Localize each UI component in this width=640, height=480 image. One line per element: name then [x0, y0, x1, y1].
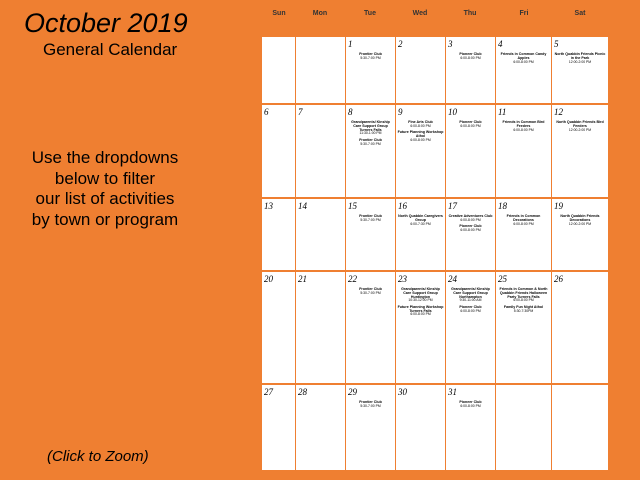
day-cell[interactable] — [396, 199, 445, 270]
event-name: North Quabbin Friends Decorations — [560, 214, 600, 222]
day-events — [347, 288, 394, 298]
day-number: 7 — [298, 107, 303, 117]
day-number: 4 — [498, 39, 503, 49]
click-to-zoom-link[interactable]: (Click to Zoom) — [47, 448, 149, 465]
event-time: 6:00-8:00 PM — [410, 137, 431, 142]
calendar-event[interactable] — [347, 215, 394, 222]
day-cell[interactable] — [262, 385, 295, 470]
instruction-line: Use the dropdowns — [31, 148, 179, 167]
event-name: Frontier Club — [359, 52, 382, 56]
day-cell[interactable] — [446, 272, 495, 383]
event-time: 6:00-8:00 PM — [460, 217, 481, 222]
day-events — [497, 121, 550, 135]
left-panel — [0, 0, 262, 480]
event-time: 5:30-7:00 PM — [360, 290, 381, 295]
day-number: 22 — [348, 274, 357, 284]
day-cell[interactable] — [446, 385, 495, 470]
day-number: 10 — [448, 107, 457, 117]
event-time: 6:00-8:00 PM — [460, 308, 481, 313]
day-cell[interactable] — [446, 105, 495, 197]
day-number: 20 — [264, 274, 273, 284]
calendar-event[interactable] — [347, 139, 394, 146]
day-events — [553, 215, 607, 229]
event-name: Pioneer Club — [459, 52, 482, 56]
day-cell[interactable] — [396, 105, 445, 197]
instruction-line: below to filter — [54, 168, 156, 188]
day-cell[interactable] — [262, 105, 295, 197]
calendar-event[interactable] — [447, 225, 494, 232]
day-events — [447, 288, 494, 316]
day-number: 15 — [348, 201, 357, 211]
day-number: 27 — [264, 387, 273, 397]
event-name: Pioneer Club — [459, 400, 482, 404]
day-cell[interactable] — [346, 105, 395, 197]
event-name: Frontier Club — [359, 400, 382, 404]
calendar-event[interactable] — [347, 288, 394, 295]
day-cell[interactable] — [396, 37, 445, 103]
calendar-event[interactable] — [447, 215, 494, 222]
day-number: 30 — [398, 387, 407, 397]
event-name: Friends in Common Bird Feeders — [502, 120, 545, 128]
weekday-label: Sat — [574, 10, 586, 17]
event-name: Pioneer Club — [459, 224, 482, 229]
event-time: 6:00-8:00 PM — [460, 403, 481, 408]
event-name: Frontier Club — [359, 214, 382, 218]
filter-instructions — [0, 148, 210, 230]
day-number: 12 — [554, 107, 563, 117]
day-events — [447, 215, 494, 236]
event-name: Frontier Club — [359, 137, 382, 142]
instruction-line: our list of activities — [35, 189, 175, 208]
day-cell[interactable] — [296, 199, 345, 270]
event-name: Pioneer Club — [459, 304, 482, 309]
event-name: Pioneer Club — [459, 120, 482, 124]
calendar-event[interactable] — [447, 306, 494, 313]
event-time: 5:30-7:00 PM — [360, 217, 381, 222]
day-cell[interactable] — [496, 272, 551, 383]
event-time: 6:00-8:00 PM — [513, 127, 534, 132]
calendar-event[interactable] — [497, 306, 550, 313]
event-time: 6:00-8:00 PM — [410, 312, 431, 317]
event-name: Grandparents/ Kinship Care Support Group Northampton — [451, 287, 490, 299]
day-events — [347, 53, 394, 63]
day-number: 23 — [398, 274, 407, 284]
day-number: 13 — [264, 201, 273, 211]
calendar-event[interactable] — [497, 121, 550, 132]
event-name: Fine Arts Club — [408, 120, 433, 124]
day-cell[interactable] — [346, 37, 395, 103]
day-cell[interactable] — [552, 105, 608, 197]
day-number: 1 — [348, 39, 353, 49]
day-cell[interactable] — [446, 199, 495, 270]
day-number: 11 — [498, 107, 507, 117]
day-cell[interactable] — [396, 385, 445, 470]
calendar-event[interactable] — [497, 53, 550, 64]
day-cell[interactable] — [496, 199, 551, 270]
event-time: 11:30-1:00 PM — [359, 131, 382, 136]
day-events — [397, 121, 444, 145]
day-number: 31 — [448, 387, 457, 397]
day-number: 25 — [498, 274, 507, 284]
day-cell[interactable] — [446, 37, 495, 103]
calendar-grid[interactable] — [262, 37, 609, 470]
day-number: 14 — [298, 201, 307, 211]
event-time: 12:00-2:00 PM — [568, 59, 592, 64]
calendar-event[interactable] — [347, 53, 394, 60]
day-number: 18 — [498, 201, 507, 211]
event-name: Family Fun Night Athol — [503, 304, 544, 309]
event-name: Friends in Common Decorations — [506, 214, 541, 222]
day-events — [347, 121, 394, 149]
calendar-event[interactable] — [397, 121, 444, 128]
calendar-event[interactable] — [447, 288, 494, 303]
event-name: Creative Adventures Club — [448, 214, 493, 218]
instruction-line: by town or program — [31, 209, 179, 229]
event-name: Grandparents/ Kinship Care Support Group Turners Falls — [351, 120, 390, 132]
day-number: 6 — [264, 107, 269, 117]
day-events — [497, 215, 550, 229]
day-cell[interactable] — [346, 272, 395, 383]
event-time: 6:00-8:00 PM — [410, 123, 431, 128]
day-cell[interactable] — [296, 272, 345, 383]
day-cell[interactable] — [262, 199, 295, 270]
weekday-label: Mon — [312, 10, 328, 17]
weekday-label: Wed — [412, 10, 428, 17]
day-cell[interactable] — [496, 105, 551, 197]
event-name: North Quabbin Caregivers Group — [398, 214, 443, 222]
event-name: Friends in Common & North Quabbin Friends Halloween Party Turners Falls — [499, 287, 548, 299]
calendar-title: October 2019 — [24, 8, 188, 38]
event-time: 6:00-8:00 PM — [460, 123, 481, 128]
event-time: 6:00-8:00 PM — [513, 221, 534, 226]
event-time: 6:00-8:00 PM — [513, 298, 534, 303]
calendar-event[interactable] — [553, 215, 607, 226]
calendar-event[interactable] — [347, 121, 394, 136]
weekday-label: Tue — [364, 10, 376, 17]
event-time: 12:00-2:00 PM — [568, 221, 592, 226]
day-number: 2 — [398, 39, 403, 49]
weekday-label: Sun — [272, 10, 286, 17]
event-name: North Quabbin Friends Picnic in the Park — [554, 52, 606, 60]
event-name: Frontier Club — [359, 287, 382, 291]
calendar-event[interactable] — [553, 121, 607, 132]
weekday-label: Thu — [463, 10, 477, 17]
event-name: Future Planning Workshop Turners Falls — [397, 304, 444, 313]
day-events — [447, 53, 494, 63]
weekday-header-row — [262, 10, 608, 22]
day-cell[interactable] — [496, 37, 551, 103]
empty-day-cell[interactable] — [296, 37, 345, 103]
calendar-event[interactable] — [447, 53, 494, 60]
event-time: 9:30-11:00 AM — [459, 298, 482, 303]
day-number: 16 — [398, 201, 407, 211]
event-time: 10:30-12:00 PM — [408, 298, 433, 303]
calendar-event[interactable] — [397, 306, 444, 317]
calendar-event[interactable] — [497, 288, 550, 303]
day-number: 8 — [348, 107, 353, 117]
calendar-event[interactable] — [347, 401, 394, 408]
day-events — [447, 401, 494, 411]
event-name: Future Planning Workshop Athol — [397, 130, 444, 139]
day-events — [553, 121, 607, 135]
day-number: 24 — [448, 274, 457, 284]
event-time: 6:00-8:00 PM — [460, 55, 481, 60]
day-number: 21 — [298, 274, 307, 284]
day-number: 29 — [348, 387, 357, 397]
calendar-event[interactable] — [553, 53, 607, 64]
event-time: 6:00-8:00 PM — [460, 228, 481, 233]
day-cell[interactable] — [262, 272, 295, 383]
day-number: 9 — [398, 107, 403, 117]
calendar-event[interactable] — [397, 131, 444, 142]
day-cell[interactable] — [552, 37, 608, 103]
day-number: 3 — [448, 39, 453, 49]
calendar-event[interactable] — [497, 215, 550, 226]
day-events — [497, 288, 550, 316]
event-name: North Quabbin Friends Bird Feeders — [556, 120, 604, 128]
event-time: 12:00-2:00 PM — [568, 127, 592, 132]
empty-day-cell[interactable] — [262, 37, 295, 103]
day-events — [347, 215, 394, 225]
event-name: Grandparents/ Kinship Care Support Group Huntington — [401, 287, 440, 299]
day-number: 19 — [554, 201, 563, 211]
day-number: 28 — [298, 387, 307, 397]
day-events — [553, 53, 607, 67]
day-cell[interactable] — [396, 272, 445, 383]
calendar-event[interactable] — [397, 215, 444, 226]
calendar-event[interactable] — [447, 121, 494, 128]
event-time: 6:00-7:30 PM — [410, 221, 431, 226]
calendar-event[interactable] — [447, 401, 494, 408]
day-cell[interactable] — [346, 199, 395, 270]
day-events — [347, 401, 394, 411]
calendar-subtitle: General Calendar — [43, 40, 178, 59]
day-cell[interactable] — [552, 272, 608, 383]
calendar-event[interactable] — [397, 288, 444, 303]
empty-day-cell[interactable] — [552, 385, 608, 470]
day-events — [497, 53, 550, 67]
event-time: 5:30-7:00 PM — [360, 403, 381, 408]
day-cell[interactable] — [296, 105, 345, 197]
weekday-label: Fri — [519, 10, 529, 17]
empty-day-cell[interactable] — [496, 385, 551, 470]
event-name: Friends in Common Candy Apples — [500, 52, 547, 60]
day-number: 26 — [554, 274, 563, 284]
event-time: 5:30-7:00 PM — [360, 141, 381, 146]
day-cell[interactable] — [296, 385, 345, 470]
day-cell[interactable] — [346, 385, 395, 470]
day-events — [397, 288, 444, 320]
event-time: 5:30-7:30PM — [513, 308, 534, 313]
day-events — [447, 121, 494, 131]
event-time: 5:30-7:00 PM — [360, 55, 381, 60]
day-events — [397, 215, 444, 229]
day-cell[interactable] — [552, 199, 608, 270]
event-time: 6:00-8:00 PM — [513, 59, 534, 64]
day-number: 5 — [554, 39, 559, 49]
day-number: 17 — [448, 201, 457, 211]
